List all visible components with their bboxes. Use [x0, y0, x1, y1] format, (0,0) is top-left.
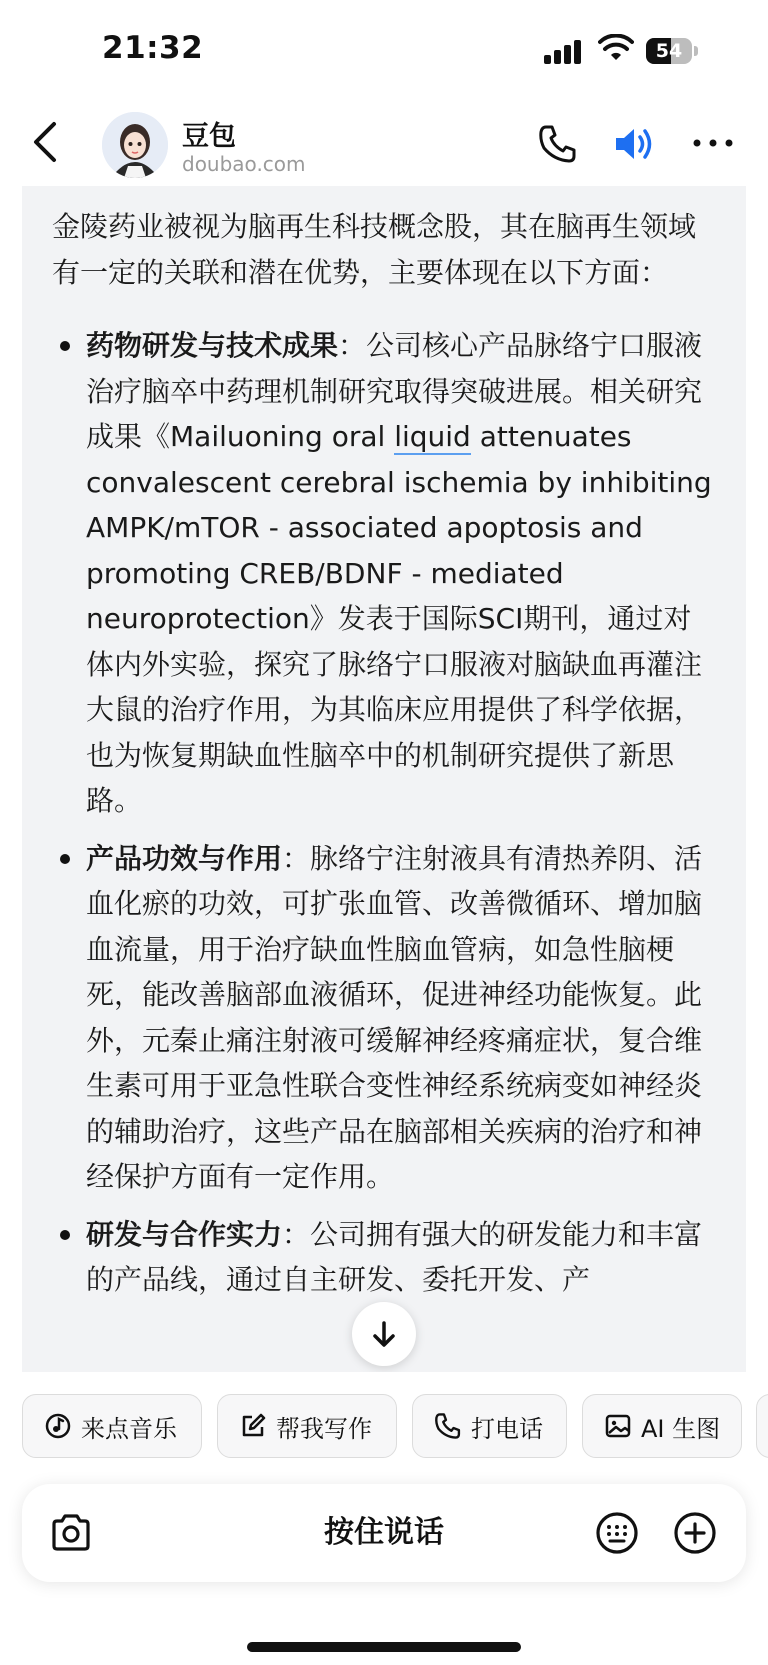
quick-action-writing[interactable]: 帮我写作 — [217, 1394, 397, 1458]
keyboard-toggle-button[interactable] — [594, 1510, 640, 1556]
avatar[interactable] — [102, 112, 168, 178]
input-bar — [22, 1484, 746, 1582]
quick-action-ai-image[interactable]: AI 生图 — [582, 1394, 742, 1458]
music-icon — [43, 1411, 73, 1441]
list-item: 药物研发与技术成果：公司核心产品脉络宁口服液治疗脑卒中药理机制研究取得突破进展。相关研究成果《Mailuoning oral liquid attenuates convalescent cerebral ischemia by inhibiting AMPK/mTOR - associated apoptosis and promoting CREB/BDNF - mediated neuroprotection》发表于国际SCI期刊，通过对体内外实验，探究了脉络宁口服液对脑缺血再灌注大鼠的治疗作用，为其临床应用提供了科学依据，也为恢复期缺血性脑卒中的机制研究提供了新思路。 — [52, 323, 716, 824]
list-item-text: 脉络宁注射液具有清热养阴、活血化瘀的功效，可扩张血管、改善微循环、增加脑血流量，用于治疗缺血性脑血管病，如急性脑梗死，能改善脑部血液循环，促进神经功能恢复。此外，元秦止痛注射液可缓解神经疼痛症状，复合维生素可用于亚急性联合变性神经系统病变如神经炎的辅助治疗，这些产品在脑部相关疾病的治疗和神经保护方面有一定作用。 — [86, 841, 703, 1193]
list-item-title: 药物研发与技术成果 — [86, 329, 339, 362]
battery-level: 54 — [655, 40, 683, 62]
contact-name: 豆包 — [182, 121, 236, 152]
hold-to-talk-button[interactable]: 按住说话 — [324, 1515, 444, 1550]
list-item-text: 公司拥有强大的研发能力和丰富的产品线，通过自主研发、委托开发、产 — [86, 1217, 703, 1296]
list-item: 产品功效与作用：脉络宁注射液具有清热养阴、活血化瘀的功效，可扩张血管、改善微循环、增加脑血流量，用于治疗缺血性脑血管病，如急性脑梗死，能改善脑部血液循环，促进神经功能恢复。此外，元秦止痛注射液可缓解神经疼痛症状，复合维生素可用于亚急性联合变性神经系统病变如神经炎的辅助治疗，这些产品在脑部相关疾病的治疗和神经保护方面有一定作用。 — [52, 836, 716, 1200]
list-item-title: 研发与合作实力 — [86, 1217, 283, 1251]
quick-actions-bar — [0, 1372, 768, 1472]
cellular-signal-icon — [544, 40, 584, 64]
edit-icon — [238, 1411, 268, 1441]
assistant-message — [22, 186, 746, 1372]
status-time: 21:32 — [102, 30, 204, 66]
message-bullet-list — [52, 323, 716, 1303]
camera-button[interactable] — [48, 1510, 94, 1556]
quick-action-music[interactable]: 来点音乐 — [22, 1394, 202, 1458]
arrow-down-icon — [369, 1319, 399, 1349]
quick-action-call[interactable]: 打电话 — [412, 1394, 567, 1458]
more-options-button[interactable] — [690, 128, 736, 158]
back-button[interactable] — [26, 118, 66, 166]
chat-header — [0, 100, 768, 186]
battery-icon — [646, 38, 698, 64]
add-attachment-button[interactable] — [672, 1510, 718, 1556]
quick-action-more[interactable] — [756, 1394, 768, 1458]
image-icon — [603, 1411, 633, 1441]
list-item-text: attenuates convalescent cerebral ischemia by inhibiting AMPK/mTOR - associated apoptosis and promoting CREB/BDNF - mediated neuroprotection》发表于国际SCI期刊，通过对体内外实验，探究了脉络宁口服液对脑缺血再灌注大鼠的治疗作用，为其临床应用提供了科学依据，也为恢复期缺血性脑卒中的机制研究提供了新思路。 — [86, 420, 712, 817]
home-indicator[interactable] — [247, 1642, 521, 1652]
status-bar — [0, 0, 768, 100]
keyword-link[interactable]: liquid — [394, 420, 471, 453]
scroll-to-bottom-button[interactable] — [352, 1302, 416, 1366]
wifi-icon — [598, 34, 634, 64]
phone-call-button[interactable] — [536, 122, 580, 166]
phone-icon — [433, 1411, 463, 1441]
list-item: 研发与合作实力：公司拥有强大的研发能力和丰富的产品线，通过自主研发、委托开发、产 — [52, 1212, 716, 1303]
contact-domain: doubao.com — [182, 152, 306, 176]
speaker-button[interactable] — [612, 122, 658, 166]
list-item-title: 产品功效与作用 — [86, 841, 283, 875]
message-intro: 金陵药业被视为脑再生科技概念股，其在脑再生领域有一定的关联和潜在优势，主要体现在以下方面： — [52, 210, 697, 289]
list-item-text: 公司核心产品脉络宁口服液治疗脑卒中药理机制研究取得突破进展。相关研究成果《Mailuoning oral — [86, 329, 703, 453]
